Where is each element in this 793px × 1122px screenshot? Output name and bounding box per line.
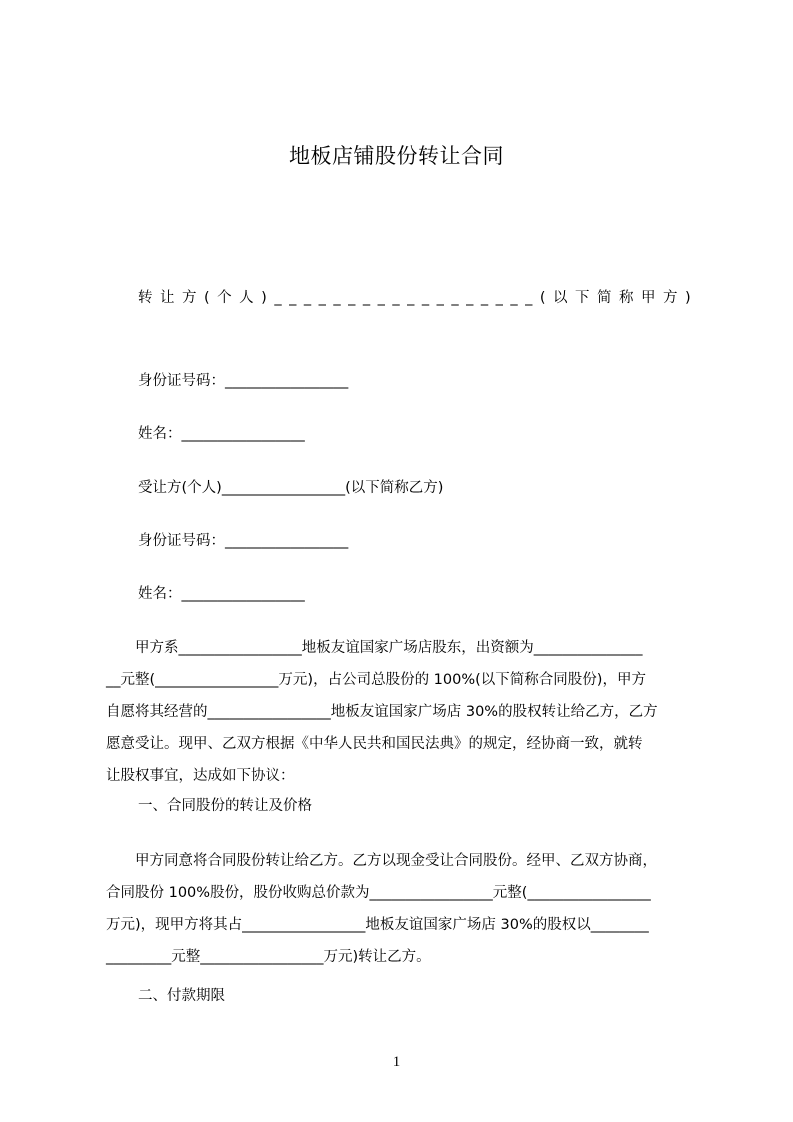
document-title: 地板店铺股份转让合同 bbox=[289, 144, 504, 168]
name-a: 姓名：_________________ bbox=[138, 426, 305, 442]
intro-paragraph: 甲方系_________________地板友谊国家广场店股东，出资额为_______________ __元整(_________________万元)，占公司总股份的 100%(以下简称合同股份)，甲方 自愿将其经营的_________________地板友谊国家广场店 30%的股权转让给乙方，乙方 愿意受让。现甲、乙双方根据《中华人民共和国民法典》的规定，经协商一致，就转 让股权事宜，达成如下协议： bbox=[106, 640, 658, 784]
transferor-line: 转让方(个人)__________________(以下简称甲方) bbox=[138, 290, 699, 306]
transferee-line: 受让方(个人)_________________(以下简称乙方) bbox=[138, 480, 444, 496]
section-heading-2: 二、付款期限 bbox=[138, 988, 225, 1004]
transfer-price-paragraph: 甲方同意将合同股份转让给乙方。乙方以现金受让合同股份。经甲、乙双方协商， 合同股份 100%股份，股份收购总价款为_________________元整(_________________ 万元)，现甲方将其占_________________地板友谊国家广场店 30%的股权以________ _________元整_________________万元)转让乙方。 bbox=[106, 853, 657, 965]
id-number-b: 身份证号码：_________________ bbox=[138, 533, 349, 549]
name-b: 姓名：_________________ bbox=[138, 586, 305, 602]
id-number-a: 身份证号码：_________________ bbox=[138, 373, 349, 389]
page-number: 1 bbox=[392, 1054, 401, 1070]
section-heading-1: 一、合同股份的转让及价格 bbox=[138, 798, 312, 814]
